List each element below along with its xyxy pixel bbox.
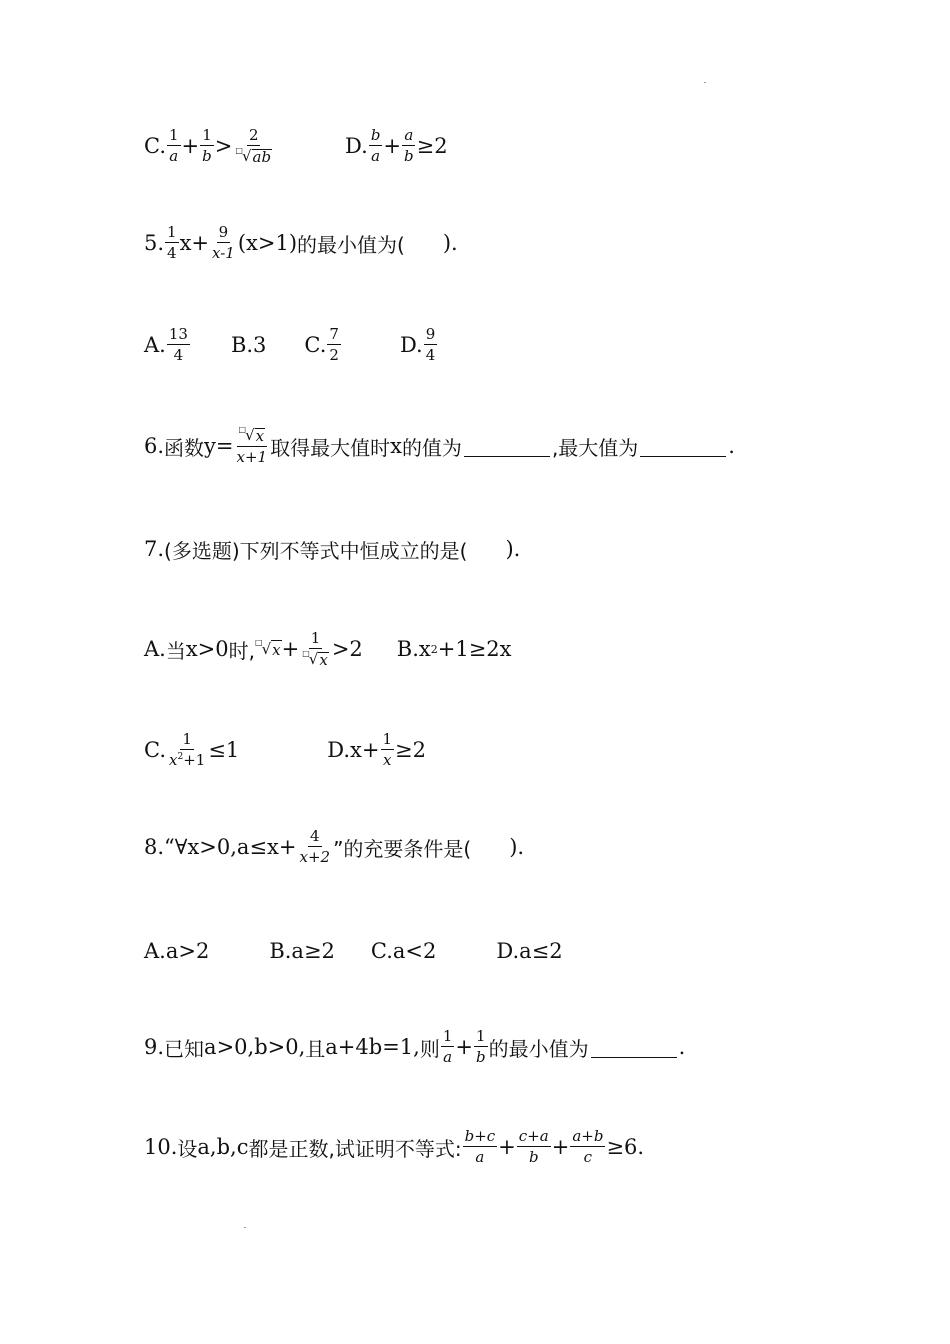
question-end: . (678, 1035, 686, 1059)
question-text: 则 (419, 1036, 440, 1061)
option-a: A.a>2 (144, 939, 210, 963)
fraction (381, 732, 395, 768)
expression-tail: ≥6. (606, 1135, 645, 1159)
plus-sign: + (551, 1135, 570, 1159)
superscript: 2 (430, 642, 438, 656)
radicand: x (255, 426, 265, 445)
numerator: 1 (476, 1027, 486, 1045)
question-8 (144, 817, 524, 877)
fraction (297, 829, 332, 865)
option-a-tail: >2 (331, 637, 363, 661)
question-10 (144, 1117, 644, 1177)
question-number: 8.“∀x>0,a≤x+ (144, 835, 297, 859)
fraction (210, 225, 237, 261)
expression-text: y= (204, 434, 234, 458)
radicand: x (272, 640, 281, 659)
question-text: 都是正数,试证明不等式: (248, 1136, 462, 1161)
numerator: 1 (182, 730, 192, 748)
fraction (441, 1029, 455, 1065)
question-text: 取得最大值时 (270, 435, 391, 460)
denominator: x-1 (212, 244, 235, 262)
option-d: D.a≤2 (496, 939, 563, 963)
question-end: ). (442, 231, 458, 255)
question-5-options (144, 315, 438, 375)
denominator-tail: +1 (183, 751, 206, 769)
denominator: b (202, 147, 212, 165)
question-7-options-cd (144, 720, 426, 780)
fraction (570, 1129, 605, 1165)
option-b: B.3 (230, 333, 267, 357)
denominator: x+1 (236, 447, 268, 466)
fraction (463, 1129, 498, 1165)
option-d-tail: ≥2 (395, 738, 427, 762)
denominator: x+2 (299, 848, 331, 866)
question-text: ,最大值为 (551, 435, 639, 460)
plus-sign: + (181, 134, 200, 158)
root-index: □ (235, 145, 243, 155)
question-end: ). (505, 537, 521, 561)
option-d-label: D. (345, 134, 368, 158)
numerator: 1 (202, 126, 212, 144)
option-d-label: D.x+ (327, 738, 380, 762)
question-number: 7. (144, 537, 165, 561)
root-expression (237, 424, 268, 447)
question-number: 6. (144, 434, 165, 458)
speck-mark (704, 82, 706, 83)
option-b-tail: +1≥2x (437, 637, 512, 661)
root-index: □ (238, 424, 247, 434)
radical-sign: √ (241, 146, 252, 165)
fraction (235, 424, 270, 466)
option-c-tail: ≤1 (208, 738, 240, 762)
fraction (402, 128, 416, 164)
fraction (517, 1129, 551, 1165)
question-text: 函数 (164, 435, 205, 460)
root-expression (233, 146, 274, 165)
condition: (x>1) (237, 231, 298, 255)
numerator: 1 (310, 628, 321, 647)
plus-sign: + (383, 134, 402, 158)
option-a-label: A. (144, 637, 166, 661)
option-a-label: A. (144, 333, 166, 357)
option-c: C.a<2 (370, 939, 437, 963)
expression-text: a,b,c (197, 1135, 249, 1159)
condition: a+4b=1, (325, 1035, 420, 1059)
numerator: 1 (167, 223, 177, 241)
plus-sign: + (281, 637, 300, 661)
denominator: 2 (329, 346, 339, 364)
superscript: 2 (177, 752, 184, 762)
denominator: b (528, 1148, 539, 1166)
denominator: 4 (173, 346, 184, 364)
numerator: 1 (382, 730, 393, 748)
question-text: 设 (177, 1136, 198, 1161)
radicand: ab (252, 147, 272, 166)
fraction (165, 225, 179, 261)
expression-text: x (390, 434, 402, 458)
fraction (167, 128, 181, 164)
numerator: 1 (169, 126, 179, 144)
radical-sign: √ (245, 425, 255, 444)
denominator: a (371, 147, 381, 165)
condition: x>0 (185, 637, 229, 661)
denominator (167, 750, 207, 768)
fraction (424, 327, 438, 363)
question-number: 5. (144, 231, 165, 255)
denominator: x (383, 751, 392, 769)
plus-sign: + (498, 1135, 516, 1159)
question-number: 9. (144, 1035, 165, 1059)
speck-mark (244, 1227, 246, 1228)
numerator: 13 (168, 325, 188, 343)
denominator: 4 (425, 346, 436, 364)
option-c-label: C. (304, 333, 327, 357)
fraction (200, 128, 214, 164)
option-d-label: D. (399, 333, 423, 357)
question-text: 的值为 (401, 435, 462, 460)
question-8-options (144, 921, 563, 981)
numerator: 7 (329, 325, 339, 343)
expression-text: x+ (179, 231, 210, 255)
question-text: 的最小值为 (488, 1036, 589, 1061)
radical-sign: √ (261, 639, 272, 658)
denominator: b (404, 147, 414, 165)
option-b: B.x (396, 637, 431, 661)
option-text: 时, (228, 638, 256, 663)
numerator: 4 (310, 827, 320, 845)
numerator: a+b (572, 1127, 604, 1145)
root-expression (300, 649, 331, 668)
denominator: b (476, 1048, 486, 1066)
numerator: b+c (464, 1127, 496, 1145)
greater-sign: > (214, 134, 233, 158)
numerator: 9 (425, 325, 436, 343)
question-7-options-ab (144, 619, 512, 679)
denominator: a (169, 147, 179, 165)
denominator: a (443, 1048, 453, 1066)
fraction (167, 327, 190, 363)
question-7 (144, 519, 520, 579)
answer-blank-2[interactable] (640, 436, 726, 457)
question-end: . (728, 434, 735, 458)
numerator: a (404, 126, 414, 144)
question-number: 10. (144, 1135, 178, 1159)
question-5 (144, 213, 458, 273)
fraction (233, 125, 274, 166)
question-text: 且 (305, 1036, 326, 1061)
numerator: b (370, 126, 381, 144)
denominator: a (475, 1148, 485, 1166)
fraction (474, 1029, 488, 1065)
question-text: ”的充要条件是( (333, 836, 472, 861)
fraction (300, 628, 331, 669)
answer-blank[interactable] (591, 1037, 677, 1058)
fraction (369, 128, 383, 164)
condition: a>0,b>0, (204, 1035, 306, 1059)
option-text: 当 (165, 638, 186, 663)
root-index: □ (255, 637, 263, 647)
numerator: c+a (518, 1127, 549, 1145)
option-d-tail: ≥2 (416, 134, 448, 158)
root-index: □ (302, 648, 310, 658)
question-end: ). (509, 835, 525, 859)
denominator: 4 (167, 244, 177, 262)
plus-sign: + (455, 1035, 473, 1059)
question-text: 的最小值为( (297, 232, 405, 257)
root-expression (255, 637, 282, 659)
numerator: 1 (442, 1027, 453, 1045)
option-b: B.a≥2 (269, 939, 335, 963)
question-6 (144, 416, 735, 476)
denominator: c (583, 1148, 593, 1166)
radicand: x (319, 650, 328, 669)
question-text: (多选题)下列不等式中恒成立的是( (164, 538, 468, 563)
radical-sign: √ (308, 649, 319, 668)
option-c-label: C. (144, 134, 166, 158)
variable: x (169, 751, 178, 769)
q4-options-line (144, 116, 448, 176)
question-text: 已知 (164, 1036, 205, 1061)
fraction (327, 327, 341, 363)
fraction (167, 732, 207, 768)
option-c-label: C. (144, 738, 166, 762)
numerator: 2 (248, 125, 259, 144)
answer-blank-1[interactable] (464, 436, 550, 457)
numerator: 9 (218, 223, 229, 241)
question-9 (144, 1017, 685, 1077)
